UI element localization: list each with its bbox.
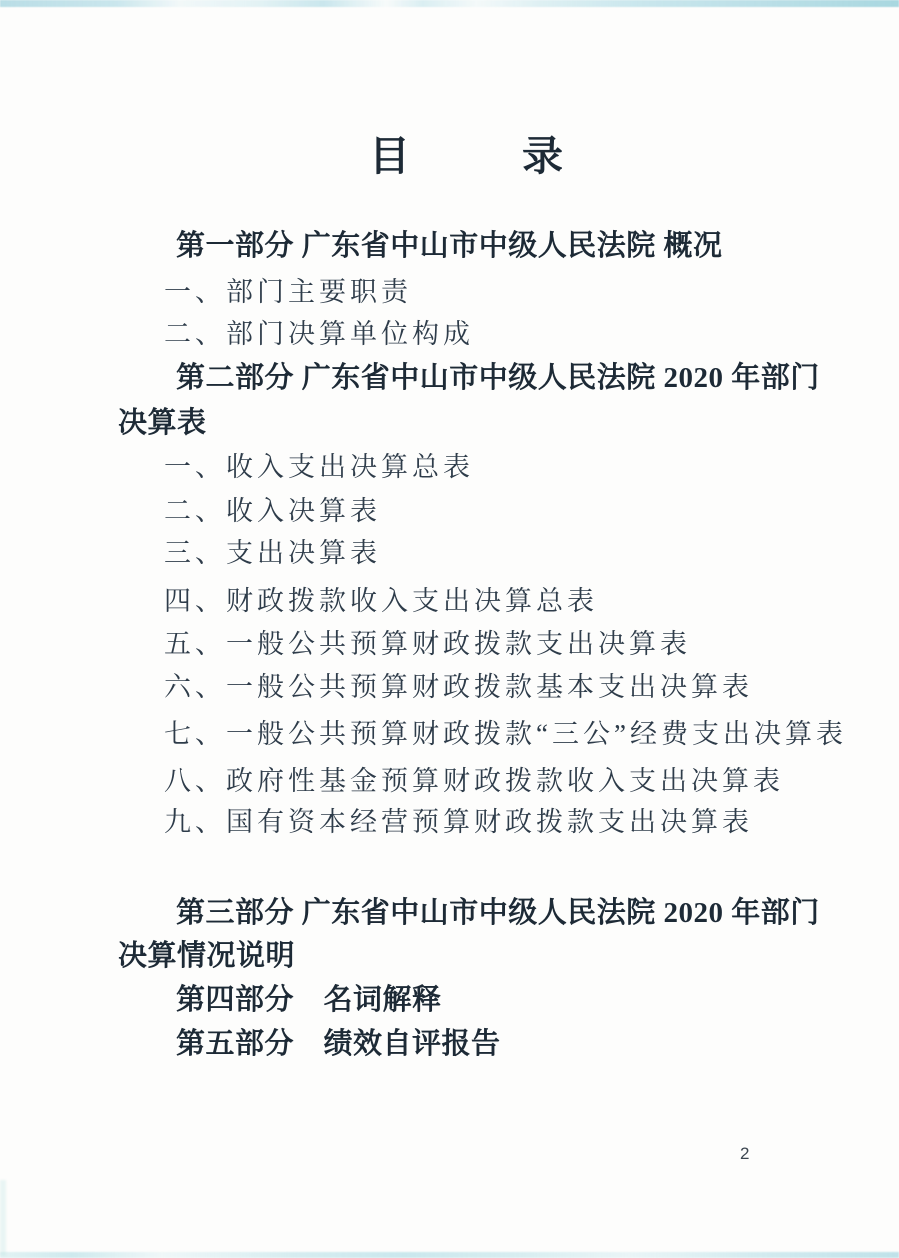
toc-item-table2: 二、收入决算表 bbox=[164, 496, 381, 526]
toc-item-table3: 三、支出决算表 bbox=[164, 538, 381, 568]
page-title bbox=[118, 133, 796, 179]
title-char-lu: 录 bbox=[522, 133, 563, 179]
toc-section-part3: 第三部分 广东省中山市中级人民法院 2020 年部门 bbox=[176, 897, 820, 929]
scan-artifact-left bbox=[0, 1180, 6, 1256]
toc-section-part1: 第一部分 广东省中山市中级人民法院 概况 bbox=[176, 230, 723, 262]
toc-item-table8: 八、政府性基金预算财政拨款收入支出决算表 bbox=[164, 766, 784, 796]
toc-section-part2: 第二部分 广东省中山市中级人民法院 2020 年部门 bbox=[176, 362, 820, 394]
toc-item-table6: 六、一般公共预算财政拨款基本支出决算表 bbox=[164, 672, 753, 702]
toc-item-table4: 四、财政拨款收入支出决算总表 bbox=[164, 586, 598, 616]
toc-section-part2-cont: 决算表 bbox=[118, 407, 207, 439]
toc-item-unit-structure: 二、部门决算单位构成 bbox=[164, 319, 474, 349]
toc-section-part3-cont: 决算情况说明 bbox=[118, 940, 296, 972]
toc-item-table9: 九、国有资本经营预算财政拨款支出决算表 bbox=[164, 807, 753, 837]
page-number: 2 bbox=[740, 1144, 750, 1163]
toc-section-part5: 第五部分 绩效自评报告 bbox=[176, 1028, 501, 1060]
scan-artifact-top bbox=[0, 0, 899, 7]
scan-artifact-bottom bbox=[0, 1252, 899, 1258]
toc-item-table7: 七、一般公共预算财政拨款“三公”经费支出决算表 bbox=[164, 719, 847, 749]
title-char-mu: 目 bbox=[369, 133, 410, 179]
toc-item-table5: 五、一般公共预算财政拨款支出决算表 bbox=[164, 629, 691, 659]
toc-item-duties: 一、部门主要职责 bbox=[164, 277, 412, 307]
toc-section-part4: 第四部分 名词解释 bbox=[176, 984, 442, 1016]
toc-item-table1: 一、收入支出决算总表 bbox=[164, 452, 474, 482]
